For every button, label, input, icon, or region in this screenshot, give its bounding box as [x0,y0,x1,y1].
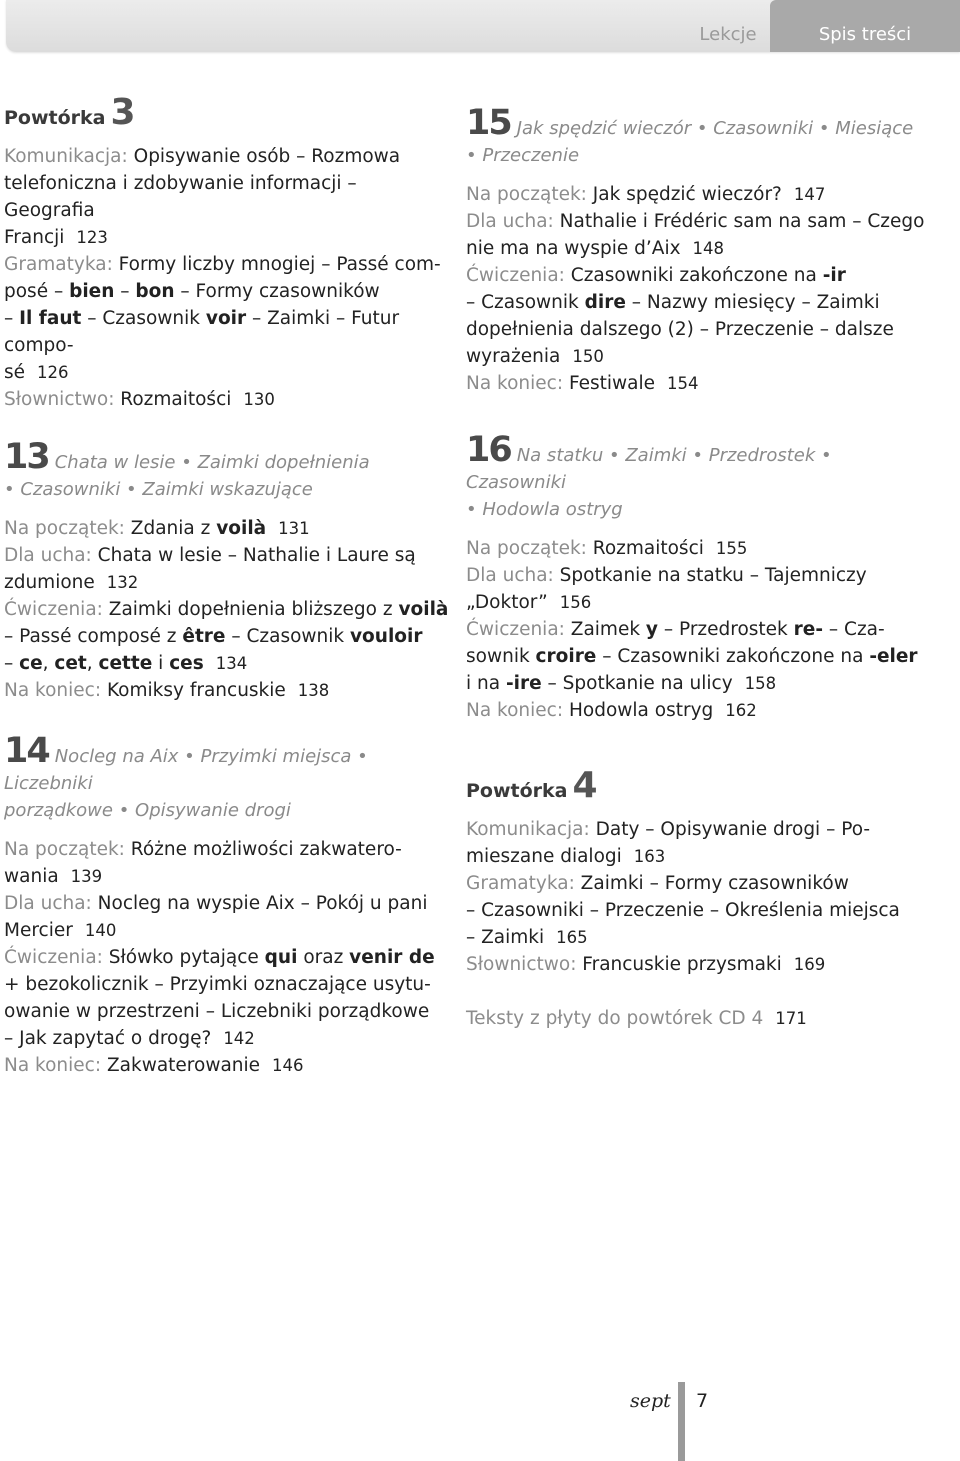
toc-line [4,278,449,305]
toc-line [466,816,936,843]
entry-text: i [152,653,170,674]
entry-label: Gramatyka: [466,873,575,894]
cd-texts-entry[interactable] [466,1005,936,1032]
toc-line [4,944,449,971]
right-column [466,103,936,1032]
entry-text-bold: dire [584,292,626,313]
entry-text: Hodowla ostryg [563,700,714,721]
review-3-heading[interactable] [4,92,449,133]
footer-divider [678,1382,685,1461]
toc-line [4,971,449,998]
entry-text: – Nazwy miesięcy – Zaimki [625,292,880,313]
chapter-topics: Chata w lesie • Zaimki dopełnienia [54,452,370,473]
entry-label: Dla ucha: [4,893,92,914]
page-number: 150 [572,347,604,366]
entry-label: Ćwiczenia: [466,619,565,640]
page-number: 171 [775,1009,807,1028]
toc-line[interactable] [466,589,936,616]
entry-label: Słownictwo: [4,389,115,410]
entry-text: Chata w lesie – Nathalie i Laure są [91,545,416,566]
entry-text: – Formy czasowników [174,281,380,302]
entry-text-bold: bon [135,281,175,302]
page-number: 146 [272,1056,304,1075]
entry-text: nie ma na wyspie d’Aix [466,238,681,259]
toc-line[interactable] [466,235,936,262]
entry-text: Rozmaitości [586,538,704,559]
toc-line [4,623,449,650]
entry-label: Ćwiczenia: [4,599,103,620]
page-number: 130 [243,390,275,409]
entry-text: – Przedrostek [657,619,794,640]
toc-line[interactable] [466,181,936,208]
page-number: 132 [106,573,139,592]
toc-line[interactable] [466,370,936,397]
left-column [4,92,449,1079]
entry-text: – Czasownik [466,292,585,313]
spacer [4,413,449,444]
review-3-section [4,92,449,413]
entry-text-bold: voir [205,308,247,329]
entry-text-bold: y [645,619,658,640]
entry-text: Czasowniki zakończone na [564,265,823,286]
entry-text: – Zaimki [466,927,545,948]
entry-text: Zaimki – Formy czasowników [574,873,849,894]
spacer [4,704,449,738]
entry-text: Festiwale [563,373,656,394]
entry-label: Dla ucha: [4,545,92,566]
page-number: 155 [715,539,748,558]
chapter-15-section [466,103,936,397]
toc-line [4,890,449,917]
entry-text: – [4,308,20,329]
chapter-topics: Jak spędzić wieczór • Czasowniki • Miesiące [516,118,914,139]
entry-text-bold: cette [98,653,153,674]
chapter-topics: Na statku • Zaimki • Przedrostek • Czasowniki [466,445,832,493]
entry-text-bold: qui [264,947,298,968]
entry-text: owanie w przestrzeni – Liczebniki porządkowe [4,1001,430,1022]
chapter-topics: • Czasowniki • Zaimki wskazujące [4,479,313,500]
entry-text: wyrażenia [466,346,561,367]
toc-line[interactable] [466,697,936,724]
entry-text: sé [4,362,26,383]
entry-text: posé – [4,281,70,302]
page-number: 134 [215,654,248,673]
toc-line[interactable] [4,569,449,596]
entry-text: zdumione [4,572,95,593]
toc-line [4,251,449,278]
entry-text-bold: re- [793,619,824,640]
entry-text-bold: vouloir [350,626,423,647]
entry-text: Jak spędzić wieczór? [586,184,782,205]
entry-text-bold: être [182,626,226,647]
entry-label: Na koniec: [4,680,102,701]
entry-text: „Doktor” [466,592,548,613]
entry-text-bold: ce [19,653,43,674]
entry-text: – Jak zapytać o drogę? [4,1028,212,1049]
toc-line[interactable] [4,1052,449,1079]
toc-line [4,596,449,623]
entry-text: – Passé composé z [4,626,183,647]
page-number: 162 [725,701,757,720]
page-number: 126 [37,363,69,382]
entry-text: Francuskie przysmaki [576,954,782,975]
entry-text: Francji [4,227,65,248]
chapter-13-section [4,437,449,704]
chapter-14-heading[interactable] [4,731,449,824]
entry-label: Na koniec: [466,373,564,394]
toc-line [4,305,449,359]
entry-text: Różne możliwości zakwatero- [124,839,402,860]
toc-line[interactable] [466,843,936,870]
toc-line[interactable] [4,677,449,704]
entry-label: Na początek: [466,184,587,205]
page-number: 169 [793,955,826,974]
spacer [466,978,936,1005]
toc-line[interactable] [4,650,449,677]
entry-text: – Czasowniki – Przeczenie – Określenia miejsca [466,900,900,921]
entry-text-bold: -eler [869,646,918,667]
entry-text: dopełnienia dalszego (2) – Przeczenie – dalsze [466,319,894,340]
entry-text: – Cza- [823,619,885,640]
toc-line[interactable] [4,224,449,251]
toc-line[interactable] [466,535,936,562]
review-word: Powtórka [466,780,568,802]
chapter-topics: porządkowe • Opisywanie drogi [4,800,291,821]
review-4-heading[interactable] [466,765,936,806]
toc-line [4,143,449,170]
entry-text: Daty – Opisywanie drogi – Po- [589,819,871,840]
chapter-number: 14 [4,731,49,771]
toc-line [4,998,449,1025]
entry-text-bold: bien [69,281,115,302]
entry-text: Słówko pytające [102,947,265,968]
entry-text: wania [4,866,59,887]
entry-text: , [42,653,55,674]
entry-text: – Czasownik [81,308,206,329]
toc-line [466,262,936,289]
chapter-15-heading[interactable] [466,103,936,169]
chapter-number: 13 [4,437,49,477]
toc-line[interactable] [4,515,449,542]
entry-text: Mercier [4,920,73,941]
chapter-16-section [466,430,936,724]
entry-text: Nocleg na wyspie Aix – Pokój u pani [91,893,428,914]
entry-label: Na koniec: [4,1055,102,1076]
entry-label: Na początek: [4,518,125,539]
entry-text: Nathalie i Frédéric sam na sam – Czego [553,211,925,232]
toc-line [466,562,936,589]
page-number: 142 [223,1029,255,1048]
entry-text: Komiksy francuskie [101,680,286,701]
toc-line [466,643,936,670]
entry-text: mieszane dialogi [466,846,622,867]
entry-text: – Czasownik [225,626,350,647]
entry-text: Zdania z [124,518,217,539]
entry-text: , [86,653,99,674]
entry-text: – [4,653,20,674]
entry-text-bold: -ire [505,673,542,694]
toc-line[interactable] [4,359,449,386]
review-4-section [466,765,936,978]
toc-line[interactable] [466,343,936,370]
entry-label: Dla ucha: [466,565,554,586]
entry-text: oraz [297,947,350,968]
page-number-footer: 7 [696,1390,709,1412]
entry-text-bold: voilà [216,518,267,539]
entry-text-bold: voilà [398,599,449,620]
page-number: 138 [297,681,330,700]
entry-text: Formy liczby mnogiej – Passé com- [112,254,441,275]
top-navigation-bar [0,0,960,52]
entry-text-bold: Il faut [19,308,82,329]
toc-line [466,316,936,343]
page-number: 147 [793,185,826,204]
chapter-topics: • Hodowla ostryg [466,499,623,520]
entry-text: Zaimki dopełnienia bliższego z [102,599,399,620]
entry-text: Rozmaitości [114,389,232,410]
entry-text: sownik [466,646,536,667]
entry-text: + bezokolicznik – Przyimki oznaczające usytu- [4,974,431,995]
entry-text: – Spotkanie na ulicy [541,673,733,694]
toc-line[interactable] [4,917,449,944]
page-number: 123 [76,228,108,247]
toc-line [466,208,936,235]
spacer [466,397,936,437]
entry-label: Komunikacja: [466,819,590,840]
toc-line [4,542,449,569]
toc-line [466,897,936,924]
page-number: 158 [744,674,777,693]
page-word: sept [630,1390,671,1412]
entry-text: telefoniczna i zdobywanie informacji – Geografia [4,173,357,221]
entry-text: – [114,281,136,302]
toc-line[interactable] [466,670,936,697]
page-number: 163 [633,847,666,866]
review-word: Powtórka [4,107,106,129]
spacer [466,724,936,768]
chapter-number: 16 [466,430,511,470]
entry-text: Spotkanie na statku – Tajemniczy [553,565,867,586]
entry-label: Komunikacja: [4,146,128,167]
toc-line [466,870,936,897]
entry-text-bold: cet [54,653,87,674]
toc-line [4,836,449,863]
entry-label: Słownictwo: [466,954,577,975]
toc-line[interactable] [466,951,936,978]
review-number: 4 [572,765,598,806]
entry-label: Ćwiczenia: [466,265,565,286]
tab-lessons[interactable]: Lekcje [699,24,757,45]
entry-text: – Zaimki – Futur compo- [4,308,400,356]
tab-table-of-contents[interactable]: Spis treści [770,0,960,52]
chapter-topics: • Przeczenie [466,145,580,166]
page-number: 139 [70,867,103,886]
chapter-number: 15 [466,103,511,143]
chapter-13-heading[interactable] [4,437,449,503]
entry-text: i na [466,673,506,694]
chapter-16-heading[interactable] [466,430,936,523]
page-number: 154 [667,374,699,393]
entry-label: Teksty z płyty do powtórek CD 4 [466,1008,764,1029]
toc-line[interactable] [4,386,449,413]
page-number: 140 [84,921,117,940]
toc-line [466,616,936,643]
page-number: 131 [278,519,310,538]
chapter-topics: Nocleg na Aix • Przyimki miejsca • Liczebniki [4,746,368,794]
page-number: 156 [559,593,592,612]
entry-text: Zakwaterowanie [101,1055,261,1076]
entry-text-bold: croire [535,646,597,667]
entry-text-bold: venir de [349,947,435,968]
entry-text: Opisywanie osób – Rozmowa [127,146,401,167]
entry-text-bold: ces [169,653,204,674]
entry-label: Na początek: [466,538,587,559]
toc-line[interactable] [4,863,449,890]
entry-label: Gramatyka: [4,254,113,275]
entry-text: Zaimek [564,619,646,640]
entry-label: Ćwiczenia: [4,947,103,968]
chapter-14-section [4,731,449,1079]
entry-label: Na koniec: [466,700,564,721]
toc-line[interactable] [4,1025,449,1052]
entry-text: – Czasowniki zakończone na [596,646,870,667]
review-number: 3 [110,92,136,133]
entry-label: Na początek: [4,839,125,860]
toc-line [466,289,936,316]
toc-line[interactable] [466,924,936,951]
page-number: 148 [692,239,725,258]
page-number: 165 [556,928,588,947]
entry-text-bold: -ir [822,265,846,286]
toc-line [4,170,449,224]
entry-label: Dla ucha: [466,211,554,232]
